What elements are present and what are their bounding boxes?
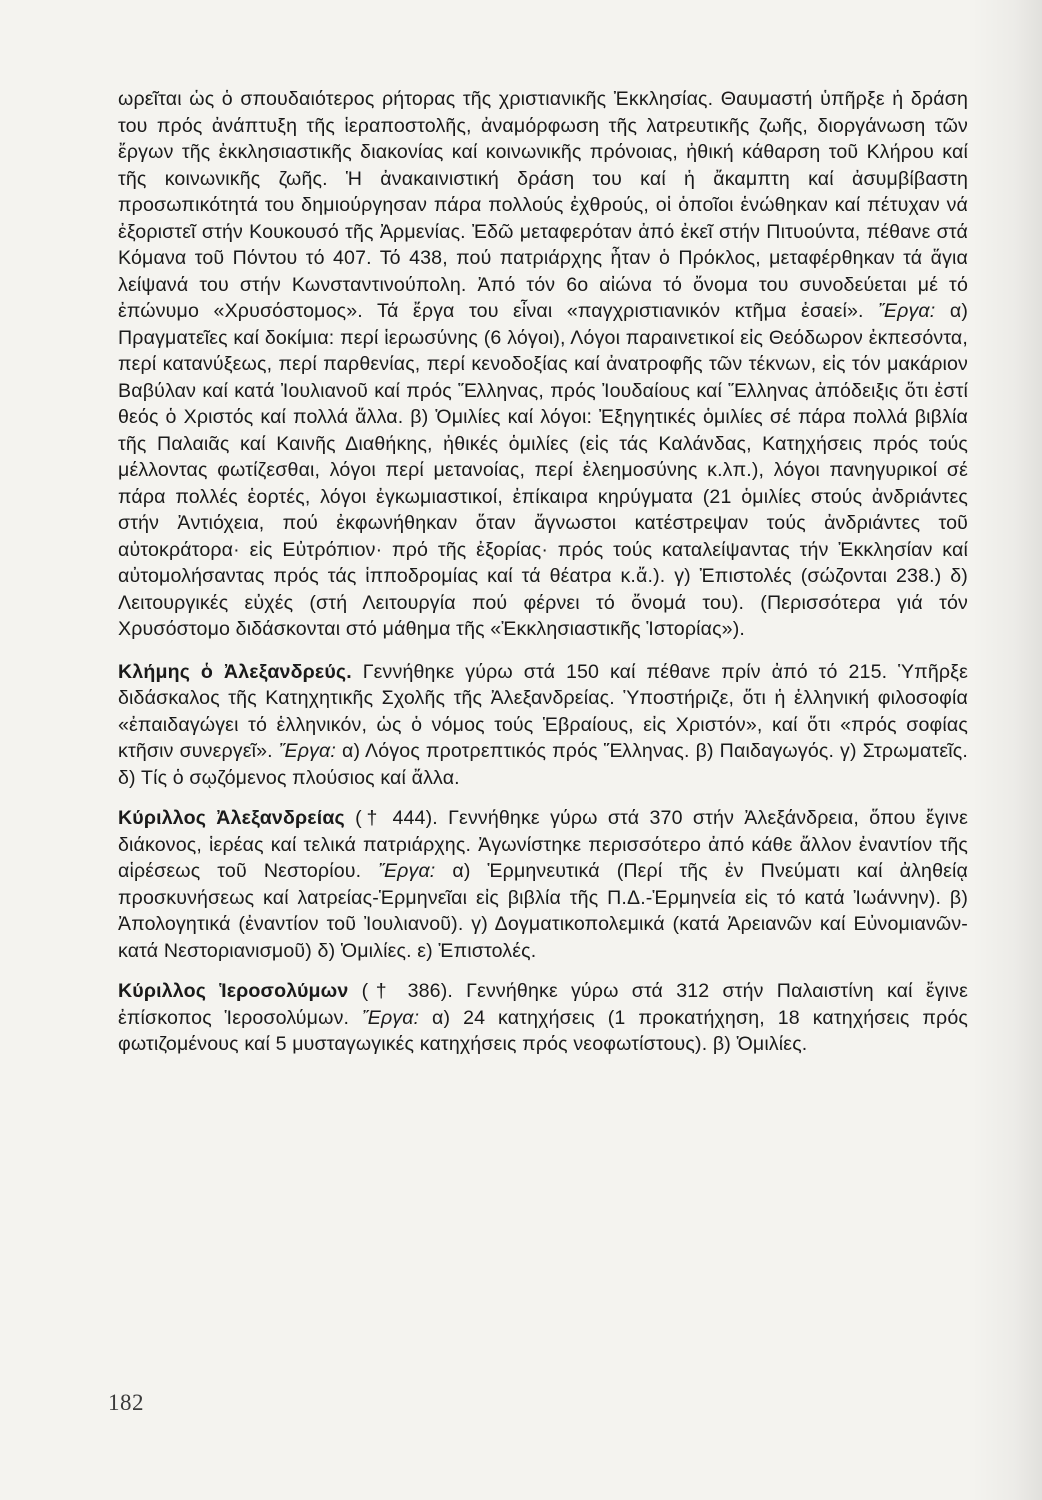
entry-works-cyril-alexandria: α) Ἑρμηνευτικά (Περί τῆς ἐν Πνεύματι καί ἀληθείᾳ προσκυνήσεως καί λατρείας-Ἑρμηνεῖαι εἰς βιβλία τῆς Π.Δ.-Ἑρμηνεία εἰς τό κατά Ἰωάννην). β) Ἀπολογητικά (ἐναντίον τοῦ Ἰουλιανοῦ). γ) Δογματικοπολεμικά (κατά Ἀρειανῶν καί Εὐνομιανῶν-κατά Νεστοριανισμοῦ) δ) Ὁμιλίες. ε) Ἐπιστολές. xyxy=(118,860,969,962)
chrysostom-paragraph xyxy=(118,86,968,643)
page-number: 182 xyxy=(108,1390,144,1415)
chrysostom-text: ωρεῖται ὡς ὁ σπουδαιότερος ρήτορας τῆς χριστιανικῆς Ἐκκλησίας. Θαυμαστή ὑπῆρξε ἡ δράση του πρός ἀνάπτυξη τῆς ἱεραποστολῆς, ἀναμόρφωση τῆς λατρευτικῆς ζωῆς, διοργάνωση τῶν ἔργων τῆς ἐκκλησιαστικῆς διακονίας καί κοινωνικῆς πρόνοιας, ἠθική κάθαρση τοῦ Κλήρου καί τῆς κοινωνικῆς ζωῆς. Ἡ ἀνακαινιστική δράση του καί ἡ ἄκαμπτη καί ἀσυμβίβαστη προσωπικότητά του δημιούργησαν πάρα πολλούς ἐχθρούς, οἱ ὁποῖοι ἑνώθηκαν καί πέτυχαν νά ἐξοριστεῖ στήν Κουκουσό τῆς Ἀρμενίας. Ἐδῶ μεταφερόταν ἀπό ἐκεῖ στήν Πιτυούντα, πέθανε στά Κόμανα τοῦ Πόντου τό 407. Τό 438, πού πατριάρχης ἦταν ὁ Πρόκλος, μεταφέρθηκαν τά ἅγια λείψανά του στήν Κωνσταντινούπολη. Ἀπό τόν 6ο αἰώνα τό ὄνομα του συνοδεύεται μέ τό ἐπώνυμο «Χρυσόστομος». Τά ἔργα του εἶναι «παγχριστιανικόν κτῆμα ἐσαεί». xyxy=(118,88,968,322)
works-label: Ἔργα: xyxy=(378,860,436,882)
page-shadow xyxy=(972,0,1042,1500)
entry-works-clement: α) Λόγος προτρεπτικός πρός Ἕλληνας. β) Παιδαγωγός. γ) Στρωματεῖς. δ) Τίς ὁ σῳζόμενος πλούσιος καί ἄλλα. xyxy=(118,740,968,789)
chrysostom-works: α) Πραγματεῖες καί δοκίμια: περί ἱερωσύνης (6 λόγοι), Λόγοι παραινετικοί εἰς Θεόδωρον ἐκπεσόντα, περί κατανύξεως, περί παρθενίας, περί κενοδοξίας καί ἀνατροφῆς τῶν τέκνων, εἰς τόν μακάριον Βαβύλαν καί κατά Ἰουλιανοῦ καί πρός Ἕλληνας, πρός Ἰουδαίους καί Ἕλληνας ἀπόδειξις ὅτι ἐστί θεός ὁ Χριστός καί πολλά ἄλλα. β) Ὁμιλίες καί λόγοι: Ἐξηγητικές ὁμιλίες σέ πάρα πολλά βιβλία τῆς Παλαιᾶς καί Καινῆς Διαθήκης, ἠθικές ὁμιλίες (εἰς τάς Καλάνδας, Κατηχήσεις πρός τούς μέλλοντας φωτίζεσθαι, λόγοι περί μετανοίας, περί ἐλεημοσύνης κ.λπ.), λόγοι πανηγυρικοί σέ πάρα πολλές ἑορτές, λόγοι ἐγκωμιαστικοί, ἐπίκαιρα κηρύγματα (21 ὁμιλίες στούς ἀνδριάντες στήν Ἀντιόχεια, πού ἐκφωνήθηκαν ὅταν ἄγνωστοι κατέστρεψαν τούς ἀνδριάντες τοῦ αὐτοκράτορα· εἰς Εὐτρόπιον· πρό τῆς ἐξορίας· πρός τούς καταλείψαντας τήν Ἐκκλησίαν καί αὐτομολήσαντας πρός τάς ἱπποδρομίας καί τά θέατρα κ.ἄ.). γ) Ἐπιστολές (σώζονται 238.) δ) Λειτουργικές εὐχές (στή Λειτουργία πού φέρνει τό ὄνομά του). (Περισσότερα γιά τόν Χρυσόστομο διδάσκονται στό μάθημα τῆς «Ἐκκλησιαστικῆς Ἱστορίας»). xyxy=(118,300,968,640)
entry-heading-cyril-jerusalem: Κύριλλος Ἱεροσολύμων xyxy=(118,980,349,1002)
entry-works-cyril-jerusalem: α) 24 κατηχήσεις (1 προκατήχηση, 18 κατηχήσεις πρός φωτιζομένους καί 5 μυσταγωγικές κατηχήσεις πρός νεοφωτίστους). β) Ὁμιλίες. xyxy=(118,1006,968,1055)
entry-heading-clement: Κλήμης ὁ Ἀλεξανδρεύς. xyxy=(118,660,352,683)
entry-cyril-alexandria xyxy=(118,805,968,964)
entry-intro-cyril-alexandria: († 444). Γεννήθηκε γύρω στά 370 στήν Ἀλεξάνδρεια, ὅπου ἔγινε διάκονος, ἱερέας καί τελικά πατριάρχης. Ἀγωνίστηκε περισσότερο ἀπό κάθε ἄλλον ἐναντίον τῆς αἱρέσεως τοῦ Νεστορίου. xyxy=(118,807,969,882)
entry-clement xyxy=(118,659,968,792)
book-page-text xyxy=(118,86,968,1072)
works-label: Ἔργα: xyxy=(878,300,936,322)
works-label: Ἔργα: xyxy=(278,740,336,762)
entry-intro-cyril-jerusalem: († 386). Γεννήθηκε γύρω στά 312 στήν Παλαιστίνη καί ἔγινε ἐπίσκοπος Ἱεροσολύμων. xyxy=(118,980,968,1029)
entry-heading-cyril-alexandria: Κύριλλος Ἀλεξανδρείας xyxy=(118,807,345,829)
entry-intro-clement: Γεννήθηκε γύρω στά 150 καί πέθανε πρίν ἀπό τό 215. Ὑπῆρξε διδάσκαλος τῆς Κατηχητικῆς Σχολῆς τῆς Ἀλεξανδρείας. Ὑποστήριζε, ὅτι ἡ ἑλληνική φιλοσοφία «ἐπαιδαγώγει τό ἑλληνικόν, ὡς ὁ νόμος τούς Ἑβραίους, εἰς Χριστόν», καί ὅτι «πρός σοφίας κτῆσιν συνεργεῖ». xyxy=(118,660,968,762)
entry-cyril-jerusalem xyxy=(118,978,968,1058)
works-label: Ἔργα: xyxy=(361,1006,420,1029)
